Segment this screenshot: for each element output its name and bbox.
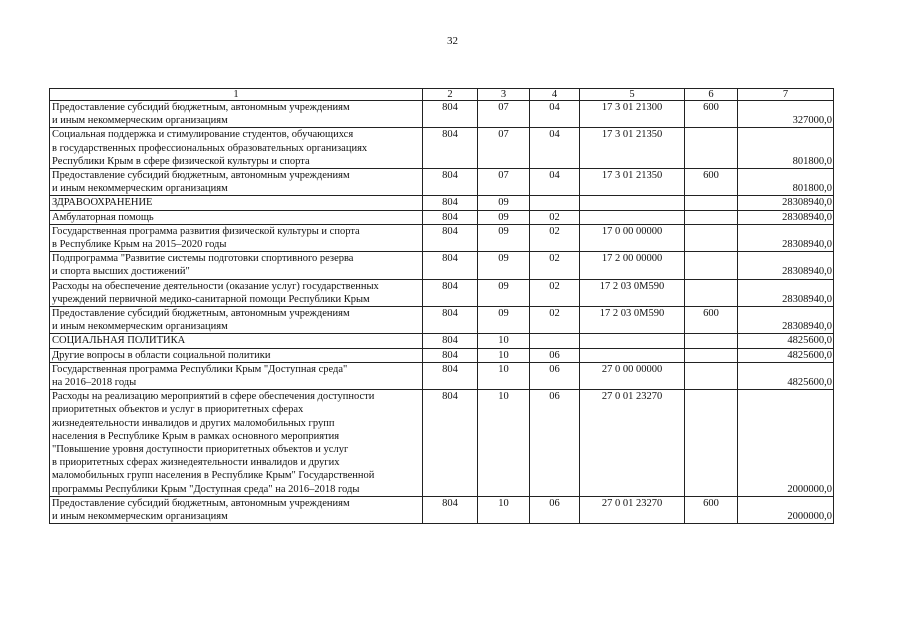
- ved-code-cell: 804: [423, 210, 478, 224]
- row-name-cell: Предоставление субсидий бюджетным, автономным учреждениям и иным некоммерческим организациям: [50, 307, 423, 334]
- subsection-code-cell: 04: [530, 101, 580, 128]
- subsection-code-cell: 02: [530, 279, 580, 306]
- amount-cell: 28308940,0: [738, 279, 834, 306]
- subsection-code-cell: 02: [530, 210, 580, 224]
- table-row: [50, 101, 834, 128]
- target-article-cell: 27 0 01 23270: [580, 390, 685, 497]
- amount-cell: 2000000,0: [738, 496, 834, 523]
- amount-cell: 4825600,0: [738, 348, 834, 362]
- table-row: [50, 496, 834, 523]
- expense-type-cell: 600: [685, 496, 738, 523]
- table-row: [50, 334, 834, 348]
- section-code-cell: 10: [478, 496, 530, 523]
- expense-type-cell: [685, 348, 738, 362]
- subsection-code-cell: 02: [530, 307, 580, 334]
- section-code-cell: 09: [478, 210, 530, 224]
- amount-cell: 327000,0: [738, 101, 834, 128]
- ved-code-cell: 804: [423, 390, 478, 497]
- section-code-cell: 10: [478, 334, 530, 348]
- target-article-cell: 17 3 01 21350: [580, 128, 685, 169]
- row-name-cell: Государственная программа Республики Крым "Доступная среда" на 2016–2018 годы: [50, 362, 423, 389]
- subsection-code-cell: 06: [530, 496, 580, 523]
- row-name-cell: Социальная поддержка и стимулирование студентов, обучающихся в государственных профессиональных образовательных организациях Республики Крым в сфере физической культуры и спорта: [50, 128, 423, 169]
- expense-type-cell: [685, 196, 738, 210]
- subsection-code-cell: 06: [530, 348, 580, 362]
- target-article-cell: [580, 334, 685, 348]
- ved-code-cell: 804: [423, 348, 478, 362]
- target-article-cell: 17 3 01 21300: [580, 101, 685, 128]
- expense-type-cell: [685, 128, 738, 169]
- section-code-cell: 09: [478, 196, 530, 210]
- amount-cell: 801800,0: [738, 169, 834, 196]
- row-name-cell: Другие вопросы в области социальной политики: [50, 348, 423, 362]
- amount-cell: 28308940,0: [738, 224, 834, 251]
- target-article-cell: 17 3 01 21350: [580, 169, 685, 196]
- subsection-code-cell: 06: [530, 362, 580, 389]
- amount-cell: 28308940,0: [738, 307, 834, 334]
- row-name-cell: Расходы на обеспечение деятельности (оказание услуг) государственных учреждений первичной медико-санитарной помощи Республики Крым: [50, 279, 423, 306]
- column-header: 5: [580, 89, 685, 101]
- expense-type-cell: [685, 224, 738, 251]
- section-code-cell: 10: [478, 362, 530, 389]
- target-article-cell: 17 2 03 0М590: [580, 279, 685, 306]
- ved-code-cell: 804: [423, 362, 478, 389]
- target-article-cell: 27 0 01 23270: [580, 496, 685, 523]
- row-name-cell: Предоставление субсидий бюджетным, автономным учреждениям и иным некоммерческим организациям: [50, 496, 423, 523]
- expense-type-cell: [685, 210, 738, 224]
- subsection-code-cell: 04: [530, 128, 580, 169]
- ved-code-cell: 804: [423, 334, 478, 348]
- expense-type-cell: [685, 252, 738, 279]
- section-code-cell: 09: [478, 279, 530, 306]
- amount-cell: 4825600,0: [738, 362, 834, 389]
- table-row: [50, 279, 834, 306]
- table-body: [50, 89, 834, 524]
- table-row: [50, 362, 834, 389]
- section-code-cell: 10: [478, 390, 530, 497]
- subsection-code-cell: [530, 334, 580, 348]
- target-article-cell: [580, 210, 685, 224]
- row-name-cell: СОЦИАЛЬНАЯ ПОЛИТИКА: [50, 334, 423, 348]
- row-name-cell: ЗДРАВООХРАНЕНИЕ: [50, 196, 423, 210]
- target-article-cell: [580, 196, 685, 210]
- table-row: [50, 196, 834, 210]
- row-name-cell: Амбулаторная помощь: [50, 210, 423, 224]
- expense-type-cell: [685, 334, 738, 348]
- column-header: 4: [530, 89, 580, 101]
- subsection-code-cell: 04: [530, 169, 580, 196]
- row-name-cell: Предоставление субсидий бюджетным, автономным учреждениям и иным некоммерческим организациям: [50, 169, 423, 196]
- amount-cell: 28308940,0: [738, 252, 834, 279]
- ved-code-cell: 804: [423, 307, 478, 334]
- ved-code-cell: 804: [423, 196, 478, 210]
- expense-type-cell: 600: [685, 169, 738, 196]
- section-code-cell: 07: [478, 169, 530, 196]
- row-name-cell: Предоставление субсидий бюджетным, автономным учреждениям и иным некоммерческим организациям: [50, 101, 423, 128]
- column-header: 2: [423, 89, 478, 101]
- ved-code-cell: 804: [423, 169, 478, 196]
- ved-code-cell: 804: [423, 224, 478, 251]
- target-article-cell: [580, 348, 685, 362]
- column-header: 7: [738, 89, 834, 101]
- ved-code-cell: 804: [423, 279, 478, 306]
- section-code-cell: 09: [478, 307, 530, 334]
- table-row: [50, 224, 834, 251]
- page-number: 32: [447, 35, 458, 47]
- ved-code-cell: 804: [423, 252, 478, 279]
- expense-type-cell: [685, 362, 738, 389]
- table-row: [50, 307, 834, 334]
- table-row: [50, 348, 834, 362]
- expense-type-cell: 600: [685, 307, 738, 334]
- subsection-code-cell: [530, 196, 580, 210]
- column-number-row: [50, 89, 834, 101]
- section-code-cell: 07: [478, 128, 530, 169]
- amount-cell: 2000000,0: [738, 390, 834, 497]
- section-code-cell: 10: [478, 348, 530, 362]
- table-row: [50, 210, 834, 224]
- table-row: [50, 252, 834, 279]
- expense-type-cell: [685, 279, 738, 306]
- expense-type-cell: 600: [685, 101, 738, 128]
- subsection-code-cell: 02: [530, 252, 580, 279]
- expense-type-cell: [685, 390, 738, 497]
- amount-cell: 801800,0: [738, 128, 834, 169]
- subsection-code-cell: 02: [530, 224, 580, 251]
- target-article-cell: 17 2 00 00000: [580, 252, 685, 279]
- row-name-cell: Расходы на реализацию мероприятий в сфере обеспечения доступности приоритетных объектов и услуг в приоритетных сферах жизнедеятельности инвалидов и других маломобильных групп населения в Республике Крым в рамках основного мероприятия "Повышение уровня доступности приоритетных объектов и услуг в приоритетных сферах жизнедеятельности инвалидов и других маломобильных групп населения в Республике Крым" Государственной программы Республики Крым "Доступная среда" на 2016–2018 годы: [50, 390, 423, 497]
- column-header: 1: [50, 89, 423, 101]
- row-name-cell: Подпрограмма "Развитие системы подготовки спортивного резерва и спорта высших достижений": [50, 252, 423, 279]
- column-header: 6: [685, 89, 738, 101]
- section-code-cell: 09: [478, 252, 530, 279]
- ved-code-cell: 804: [423, 496, 478, 523]
- amount-cell: 28308940,0: [738, 210, 834, 224]
- section-code-cell: 09: [478, 224, 530, 251]
- ved-code-cell: 804: [423, 101, 478, 128]
- amount-cell: 4825600,0: [738, 334, 834, 348]
- table-row: [50, 128, 834, 169]
- budget-table: [49, 88, 834, 524]
- row-name-cell: Государственная программа развития физической культуры и спорта в Республике Крым на 2015–2020 годы: [50, 224, 423, 251]
- table-row: [50, 390, 834, 497]
- column-header: 3: [478, 89, 530, 101]
- target-article-cell: 17 2 03 0М590: [580, 307, 685, 334]
- target-article-cell: 17 0 00 00000: [580, 224, 685, 251]
- target-article-cell: 27 0 00 00000: [580, 362, 685, 389]
- amount-cell: 28308940,0: [738, 196, 834, 210]
- ved-code-cell: 804: [423, 128, 478, 169]
- subsection-code-cell: 06: [530, 390, 580, 497]
- section-code-cell: 07: [478, 101, 530, 128]
- table-row: [50, 169, 834, 196]
